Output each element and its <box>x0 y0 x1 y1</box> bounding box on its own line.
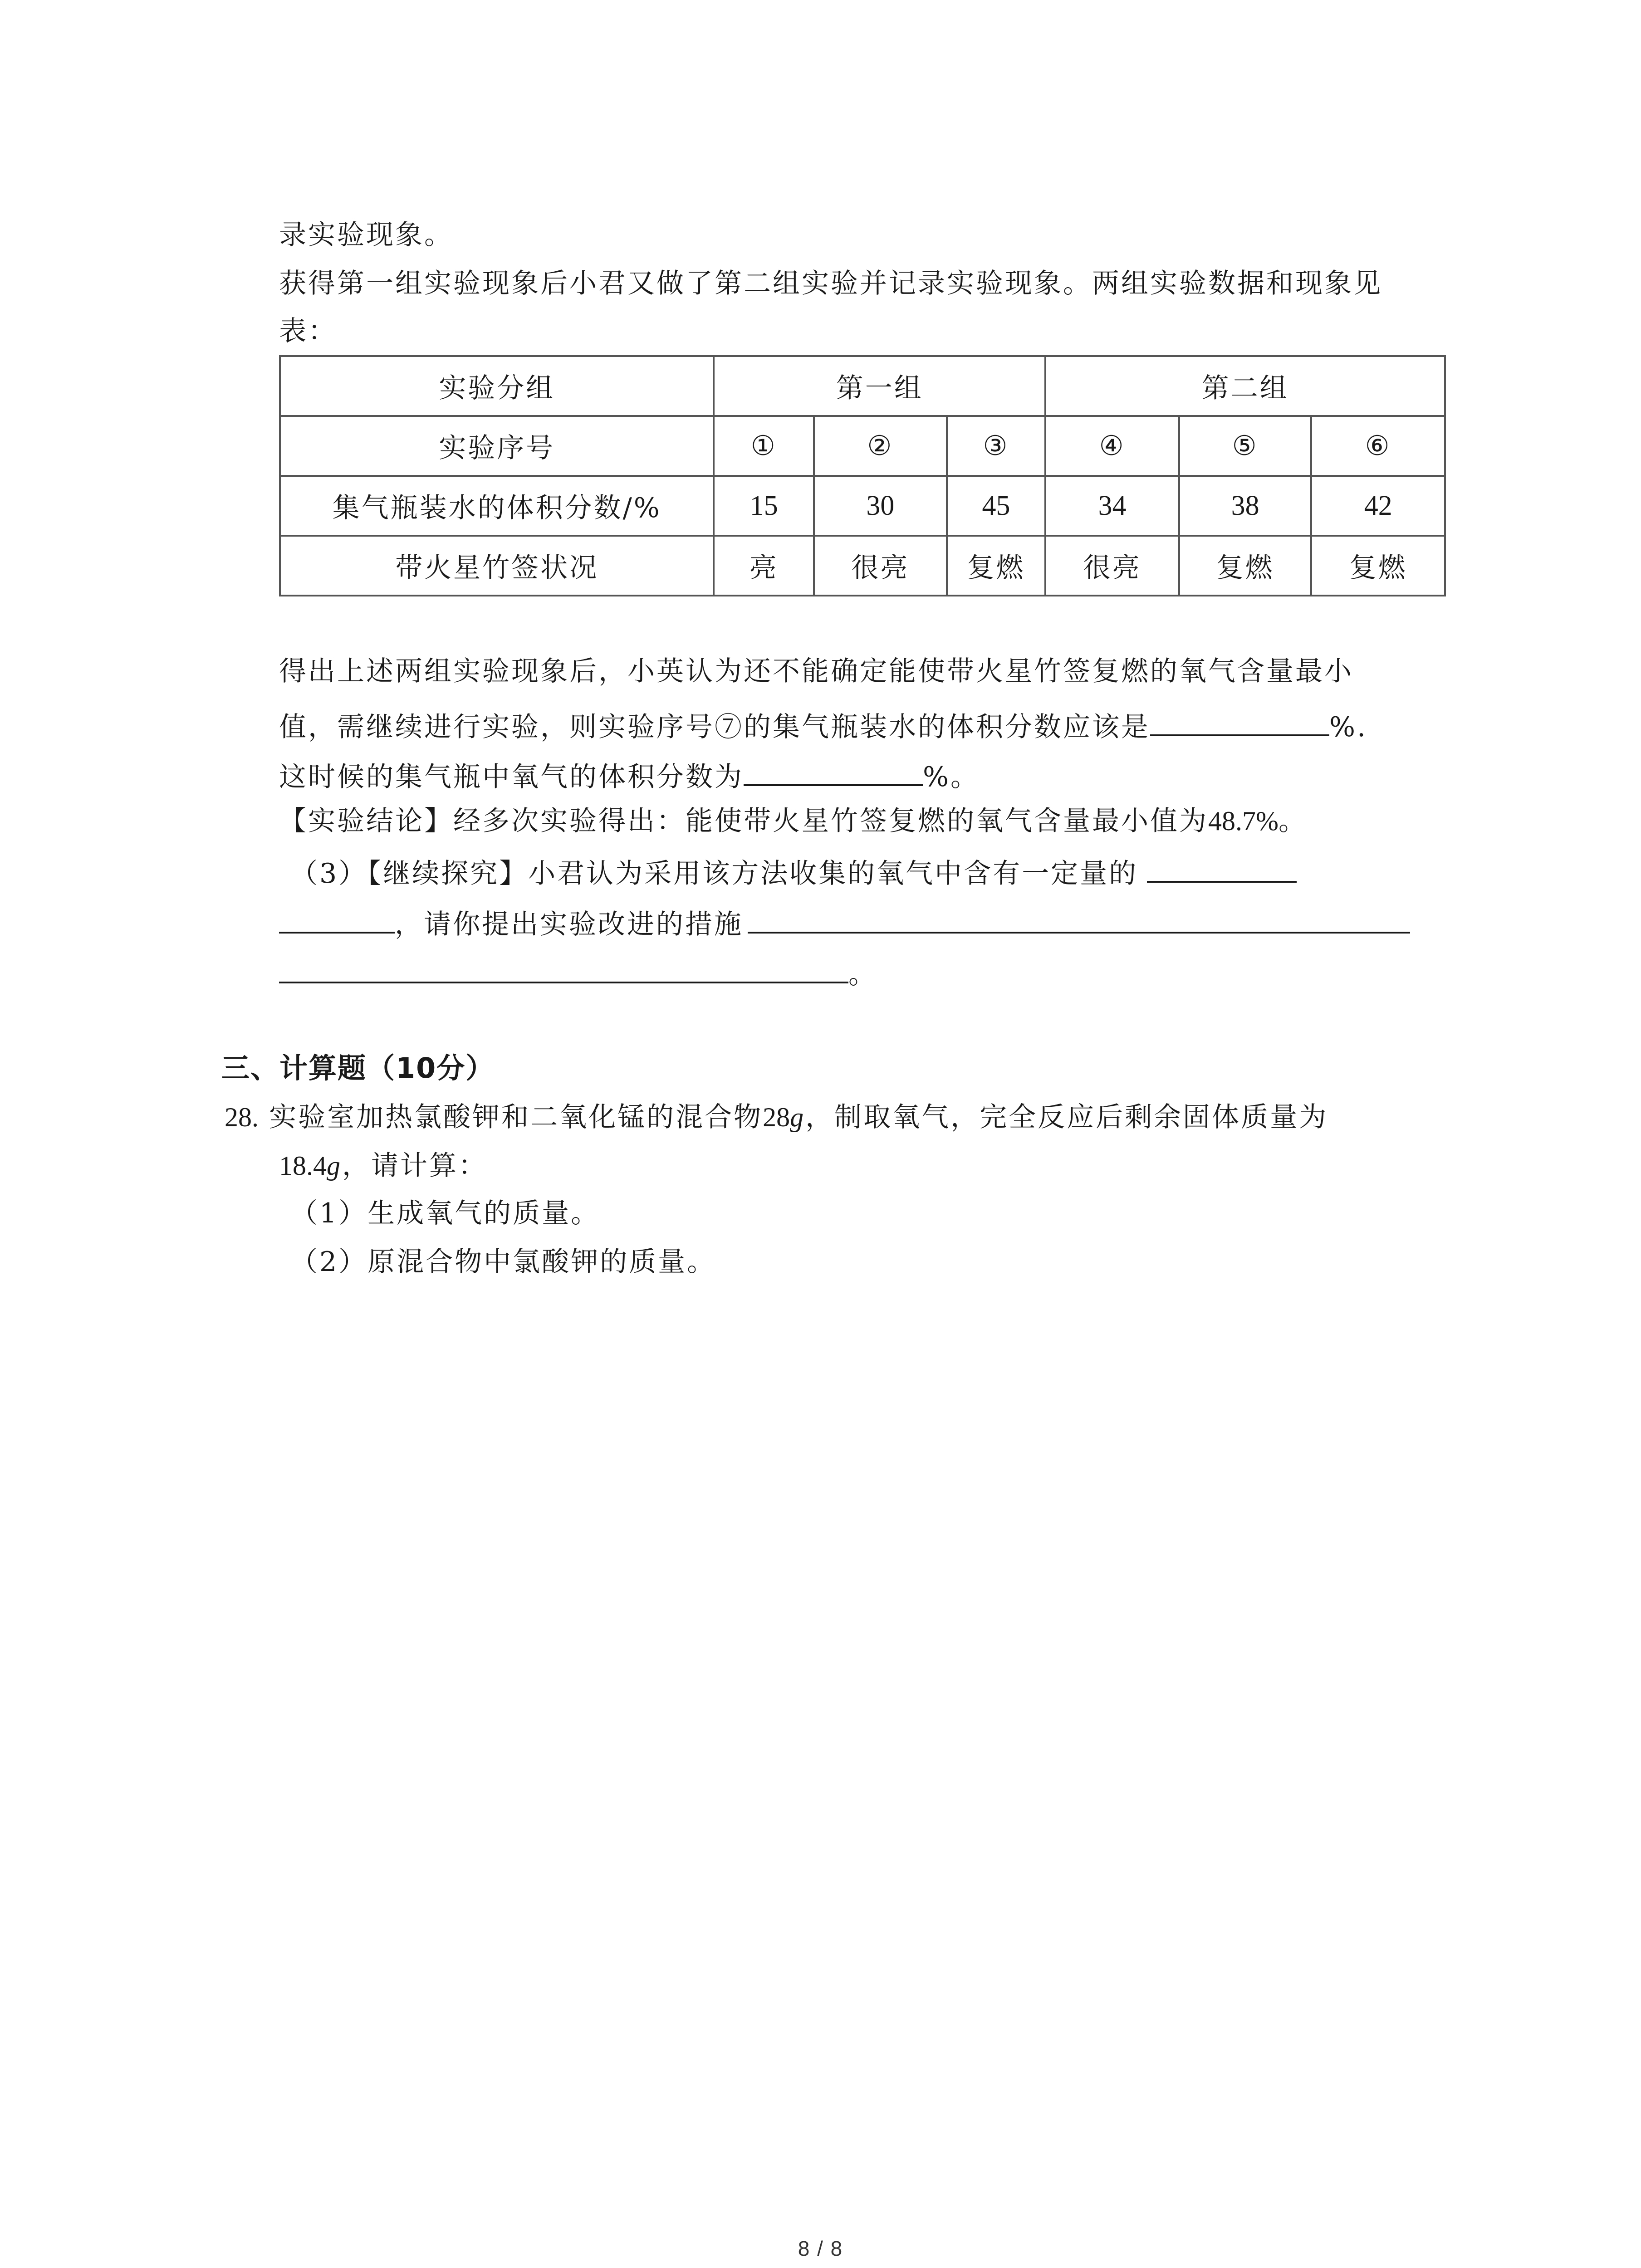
water-cell: 45 <box>947 476 1046 536</box>
q28-residue-unit: g <box>327 1151 342 1181</box>
q28-text-c: ，制取氧气，完全反应后剩余固体质量为 <box>805 1101 1328 1133</box>
conclusion-text: 【实验结论】经多次实验得出：能使带火星竹签复燃的氧气含量最小值为 <box>279 805 1208 837</box>
table-header-status: 带火星竹签状况 <box>280 536 714 596</box>
para-line-2-text: 值，需继续进行实验，则实验序号⑦的集气瓶装水的体积分数应该是 <box>279 711 1150 743</box>
water-cell: 34 <box>1045 476 1179 536</box>
seq-cell: ② <box>814 416 947 476</box>
q3-line-2 <box>279 903 1410 943</box>
status-cell: 很亮 <box>1045 536 1179 596</box>
seq-cell: ① <box>714 416 814 476</box>
q3-measure-text: ，请你提出实验改进的措施 <box>395 909 743 940</box>
water-cell: 30 <box>814 476 947 536</box>
answer-blank-oxygen[interactable] <box>744 755 923 786</box>
para-line-1: 得出上述两组实验现象后，小英认为还不能确定能使带火星竹签复燃的氧气含量最小 <box>279 655 1353 687</box>
table-header-water: 集气瓶装水的体积分数/% <box>280 476 714 536</box>
intro-line-2: 获得第一组实验现象后小君又做了第二组实验并记录实验现象。两组实验数据和现象见 <box>279 268 1382 299</box>
q28-sub-1: （1）生成氧气的质量。 <box>290 1198 600 1229</box>
table-row-status <box>280 536 1445 596</box>
status-cell: 复燃 <box>947 536 1046 596</box>
percent-period: %. <box>1329 711 1368 743</box>
intro-line-3: 表： <box>279 315 337 347</box>
para-line-3 <box>279 755 980 795</box>
q28-mass: 28 <box>763 1102 790 1132</box>
q28-line-2 <box>279 1148 487 1184</box>
seq-cell: ⑤ <box>1179 416 1312 476</box>
answer-blank-impurity-cont[interactable] <box>279 903 395 934</box>
water-cell: 15 <box>714 476 814 536</box>
q28-line-1 <box>225 1099 1328 1135</box>
section-3-title: 三、计算题（10分） <box>221 1051 495 1085</box>
group-2-label: 第二组 <box>1045 356 1445 416</box>
answer-blank-water[interactable] <box>1150 705 1329 736</box>
conclusion-end: 。 <box>1278 805 1308 837</box>
conclusion-value: 48.7% <box>1208 806 1279 836</box>
q3-end: 。 <box>848 958 877 990</box>
table-row-water <box>280 476 1445 536</box>
seq-cell: ⑥ <box>1311 416 1445 476</box>
q28-residue: 18.4 <box>279 1151 327 1181</box>
table-row-seq <box>280 416 1445 476</box>
answer-blank-measure[interactable] <box>748 903 1410 934</box>
conclusion-line <box>279 803 1308 839</box>
q28-mass-unit: g <box>790 1102 806 1132</box>
status-cell: 很亮 <box>814 536 947 596</box>
status-cell: 复燃 <box>1311 536 1445 596</box>
percent-circle: %。 <box>923 761 980 793</box>
q28-text-b: ，请计算： <box>342 1150 487 1182</box>
table-header-group: 实验分组 <box>280 356 714 416</box>
q3-line-3 <box>279 953 877 992</box>
status-cell: 亮 <box>714 536 814 596</box>
para-line-2 <box>279 705 1367 745</box>
para-line-3-text: 这时候的集气瓶中氧气的体积分数为 <box>279 761 744 793</box>
page-number: 8 / 8 <box>798 2237 843 2260</box>
table-row-group <box>280 356 1445 416</box>
intro-line-1: 录实验现象。 <box>279 219 453 251</box>
seq-cell: ④ <box>1045 416 1179 476</box>
q28-text-a: 实验室加热氯酸钾和二氧化锰的混合物 <box>269 1101 763 1133</box>
experiment-table <box>279 355 1446 596</box>
q28-sub-2: （2）原混合物中氯酸钾的质量。 <box>290 1246 716 1278</box>
answer-blank-measure-cont[interactable] <box>279 953 848 983</box>
water-cell: 38 <box>1179 476 1312 536</box>
table-header-seq: 实验序号 <box>280 416 714 476</box>
group-1-label: 第一组 <box>714 356 1045 416</box>
q28-number: 28. <box>225 1102 259 1132</box>
answer-blank-impurity[interactable] <box>1147 852 1297 883</box>
seq-cell: ③ <box>947 416 1046 476</box>
status-cell: 复燃 <box>1179 536 1312 596</box>
q3-text: （3）【继续探究】小君认为采用该方法收集的氧气中含有一定量的 <box>290 858 1138 890</box>
q3-line-1 <box>290 852 1297 892</box>
water-cell: 42 <box>1311 476 1445 536</box>
